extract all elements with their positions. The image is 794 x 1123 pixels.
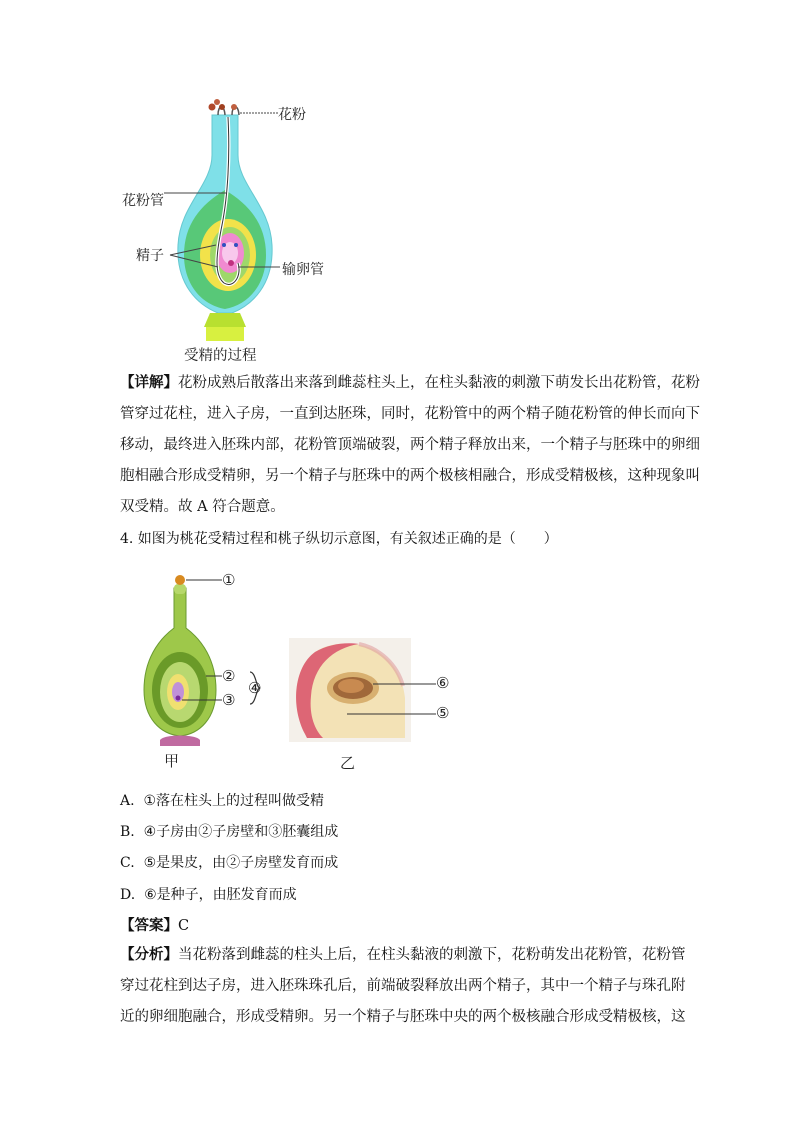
label-oviduct: 输卵管: [282, 262, 324, 278]
analysis-line: 【分析】当花粉落到雌蕊的柱头上后，在柱头黏液的刺激下，花粉萌发出花粉管，花粉管: [120, 946, 686, 963]
detail-line: 【详解】花粉成熟后散落出来落到雌蕊柱头上，在柱头黏液的刺激下萌发长出花粉管，花粉: [120, 374, 700, 391]
marker-6: ⑥: [436, 674, 450, 692]
figure-fertilization: [120, 95, 370, 370]
detail-paragraph: [120, 367, 700, 523]
detail-tag: 【详解】: [120, 374, 178, 391]
option-b: B. ④子房由②子房壁和③胚囊组成: [120, 824, 339, 840]
option-d: D. ⑥是种子，由胚发育而成: [120, 887, 297, 903]
label-pollen-tube: 花粉管: [122, 193, 164, 209]
caption-yi: 乙: [340, 754, 356, 772]
answer-tag: 【答案】: [120, 917, 178, 934]
marker-1: ①: [222, 571, 236, 589]
detail-line: 双受精。故 A 符合题意。: [120, 499, 285, 515]
marker-4: ④: [248, 679, 262, 697]
marker-2: ②: [222, 667, 236, 685]
detail-line: 胞相融合形成受精卵，另一个精子与胚珠中的两个极核相融合，形成受精极核，这种现象叫: [120, 468, 700, 484]
figure1-caption: 受精的过程: [184, 348, 257, 364]
peach-section-image: [289, 638, 411, 742]
analysis-line: 近的卵细胞融合，形成受精卵。另一个精子与胚珠中央的两个极核融合形成受精极核，这: [120, 1009, 686, 1025]
analysis-line: 穿过花柱到达子房，进入胚珠珠孔后，前端破裂释放出两个精子，其中一个精子与珠孔附: [120, 978, 686, 994]
detail-line: 管穿过花柱，进入子房，一直到达胚珠，同时，花粉管中的两个精子随花粉管的伸长而向下: [120, 406, 700, 422]
caption-jia: 甲: [164, 752, 180, 770]
label-sperm: 精子: [136, 248, 164, 264]
detail-line: 移动，最终进入胚珠内部，花粉管顶端破裂，两个精子释放出来，一个精子与胚珠中的卵细: [120, 437, 700, 453]
marker-5: ⑤: [436, 704, 450, 722]
option-c: C. ⑤是果皮，由②子房壁发育而成: [120, 855, 339, 871]
analysis-tag: 【分析】: [120, 946, 178, 963]
label-pollen: 花粉: [278, 107, 306, 123]
answer-value: C: [178, 918, 190, 934]
figure-peach: [140, 568, 470, 773]
answer-line: [120, 914, 189, 935]
question-stem: 4. 如图为桃花受精过程和桃子纵切示意图，有关叙述正确的是（ ）: [120, 531, 558, 547]
fertilization-diagram: [120, 95, 370, 345]
marker-3: ③: [222, 691, 236, 709]
option-a: A. ①落在柱头上的过程叫做受精: [120, 793, 325, 809]
peach-flower-diagram: [140, 568, 280, 748]
analysis-paragraph: [120, 939, 686, 1033]
